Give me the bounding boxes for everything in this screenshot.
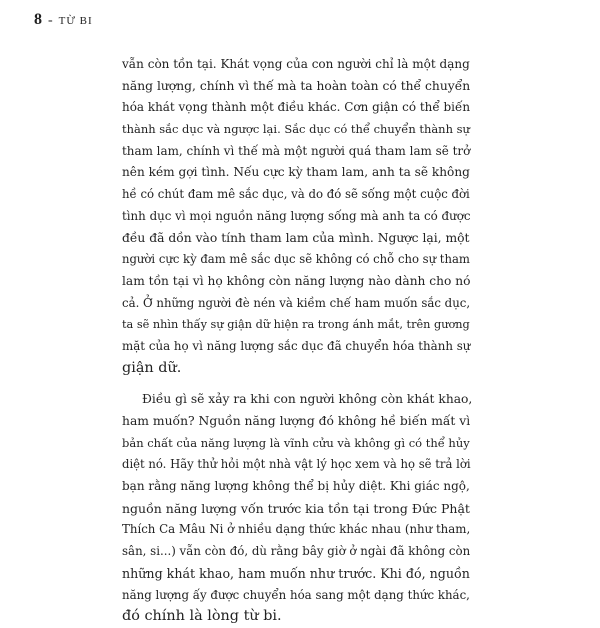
body-text (122, 54, 473, 628)
paragraph-gap (122, 379, 470, 389)
text-line: lam tồn tại vì họ không còn năng lượng nào dành cho nó (122, 273, 471, 288)
text-line: tình dục vì mọi nguồn năng lượng sống mà anh ta có được (122, 208, 471, 223)
running-header (34, 11, 93, 29)
paragraph (122, 54, 470, 379)
text-line: nên kém gợi tình. Nếu cực kỳ tham lam, anh ta sẽ không (122, 165, 470, 180)
text-line: diệt nó. Hãy thử hỏi một nhà vật lý học xem và họ sẽ trả lời (122, 457, 471, 472)
text-line: cả. Ở những người đè nén và kiềm chế ham muốn sắc dục, (122, 295, 471, 310)
text-line: Thích Ca Mâu Ni ở nhiều dạng thức khác nhau (như tham, (122, 522, 471, 537)
text-line: những khát khao, ham muốn như trước. Khi đó, nguồn (122, 565, 470, 581)
text-line: năng lượng, chính vì thế mà ta hoàn toàn có thể chuyển (122, 78, 471, 93)
header-separator: - (48, 13, 53, 28)
text-line: hóa khát vọng thành một điều khác. Cơn giận có thể biến (122, 100, 471, 115)
text-line: vẫn còn tồn tại. Khát vọng của con người chỉ là một dạng (122, 57, 470, 71)
text-line: tham lam, chính vì thế mà một người quá tham lam sẽ trở (122, 143, 471, 158)
text-line: đều đã dồn vào tính tham lam của mình. Ngược lại, một (122, 230, 470, 245)
page-number: 8 (34, 11, 42, 28)
text-line: ta sẽ nhìn thấy sự giận dữ hiện ra trong ánh mắt, trên gương (122, 318, 470, 332)
text-line: ham muốn? Nguồn năng lượng đó không hề biến mất vì (122, 414, 471, 428)
text-line: năng lượng ấy được chuyển hóa sang một dạng thức khác, (122, 587, 470, 602)
text-line: mặt của họ vì năng lượng sắc dục đã chuyển hóa thành sự (122, 338, 471, 353)
text-line: sân, si...) vẫn còn đó, dù rằng bây giờ ở ngài đã không còn (122, 544, 471, 559)
text-line: thành sắc dục và ngược lại. Sắc dục có thể chuyển thành sự (122, 122, 470, 137)
text-line: hề có chút đam mê sắc dục, và do đó sẽ sống một cuộc đời (122, 187, 470, 202)
text-line: giận dữ. (122, 359, 182, 376)
text-line: Điều gì sẽ xảy ra khi con người không còn khát khao, (142, 392, 473, 407)
text-line: bản chất của năng lượng là vĩnh cửu và không gì có thể hủy (122, 435, 470, 450)
text-line: bạn rằng năng lượng không thể bị hủy diệt. Khi giác ngộ, (122, 479, 470, 494)
text-line: đó chính là lòng từ bi. (122, 608, 282, 625)
paragraph (122, 389, 473, 628)
text-line: người cực kỳ đam mê sắc dục sẽ không có chỗ cho sự tham (122, 252, 470, 267)
book-title: TỪ BI (58, 15, 93, 27)
text-line: nguồn năng lượng vốn trước kia tồn tại trong Đức Phật (122, 500, 470, 516)
